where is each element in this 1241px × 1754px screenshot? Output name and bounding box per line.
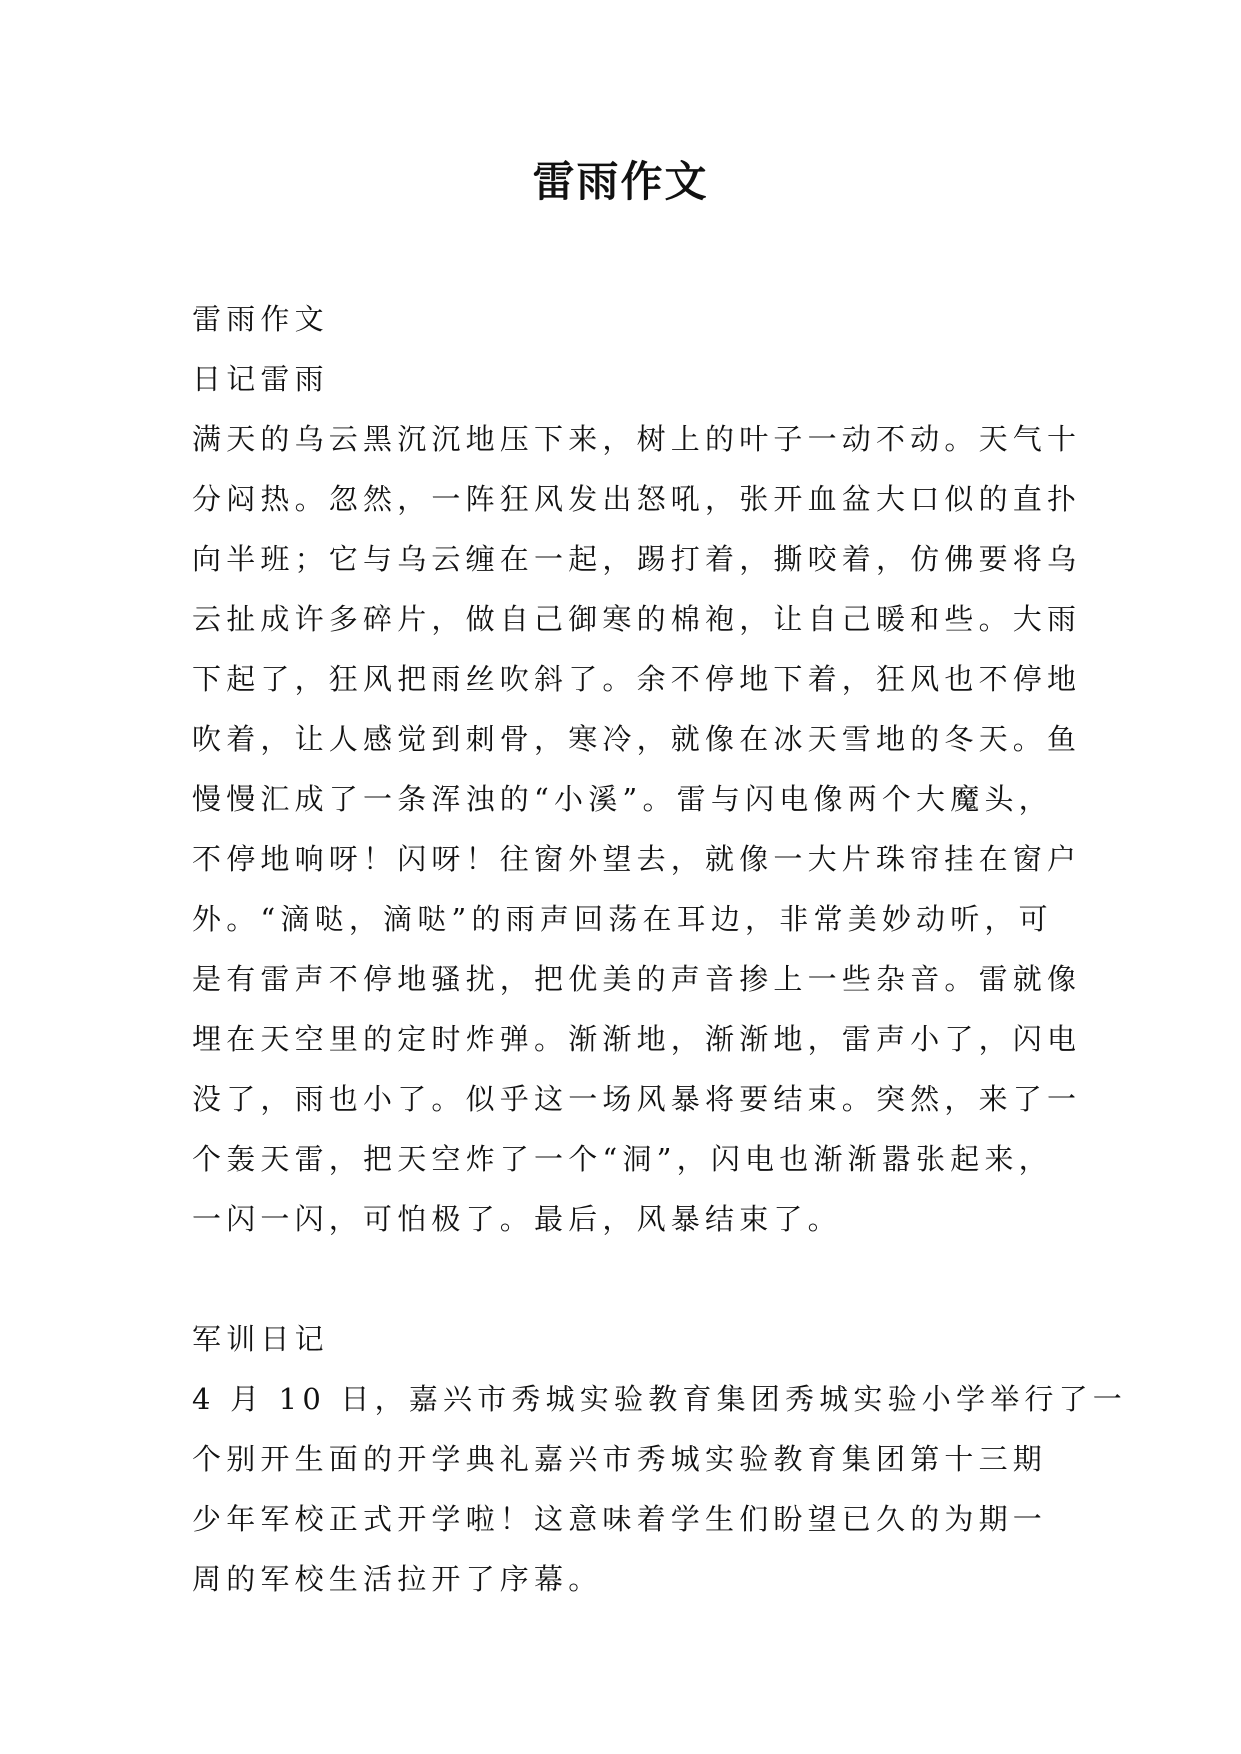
paragraph-line: 埋在天空里的定时炸弹。渐渐地，渐渐地，雷声小了，闪电: [192, 1022, 1082, 1056]
document-body: [192, 289, 1128, 1609]
paragraph-line: 向半班；它与乌云缠在一起，踢打着，撕咬着，仿佛要将乌: [192, 542, 1082, 576]
paragraph-line: 4 月 10 日，嘉兴市秀城实验教育集团秀城实验小学举行了一: [192, 1382, 1128, 1416]
paragraph-line: 慢慢汇成了一条浑浊的“小溪”。雷与闪电像两个大魔头，: [192, 782, 1053, 816]
paragraph-line: 云扯成许多碎片，做自己御寒的棉袍，让自己暖和些。大雨: [192, 602, 1082, 636]
section-heading-diary-thunderstorm: 日记雷雨: [192, 362, 329, 396]
subtitle: 雷雨作文: [192, 302, 329, 336]
paragraph-line: 分闷热。忽然，一阵狂风发出怒吼，张开血盆大口似的直扑: [192, 482, 1082, 516]
paragraph-line: 不停地响呀！闪呀！往窗外望去，就像一大片珠帘挂在窗户: [192, 842, 1082, 876]
paragraph-line: 吹着，让人感觉到刺骨，寒冷，就像在冰天雪地的冬天。鱼: [192, 722, 1082, 756]
paragraph-line: 周的军校生活拉开了序幕。: [192, 1562, 603, 1596]
paragraph-line: 个轰天雷，把天空炸了一个“洞”，闪电也渐渐嚣张起来，: [192, 1142, 1053, 1176]
paragraph-line: 外。“滴哒，滴哒”的雨声回荡在耳边，非常美妙动听，可: [192, 902, 1053, 936]
paragraph-line: 是有雷声不停地骚扰，把优美的声音掺上一些杂音。雷就像: [192, 962, 1082, 996]
paragraph-line: 少年军校正式开学啦！这意味着学生们盼望已久的为期一: [192, 1502, 1048, 1536]
document-title: 雷雨作文: [532, 157, 709, 206]
paragraph-line: 满天的乌云黑沉沉地压下来，树上的叶子一动不动。天气十: [192, 422, 1082, 456]
paragraph-line: 一闪一闪，可怕极了。最后，风暴结束了。: [192, 1202, 842, 1236]
paragraph-line: 没了，雨也小了。似乎这一场风暴将要结束。突然，来了一: [192, 1082, 1082, 1116]
paragraph-line: 个别开生面的开学典礼嘉兴市秀城实验教育集团第十三期: [192, 1442, 1048, 1476]
section-heading-military-training-diary: 军训日记: [192, 1322, 329, 1356]
paragraph-line: 下起了，狂风把雨丝吹斜了。余不停地下着，狂风也不停地: [192, 662, 1082, 696]
paragraph-thunderstorm: [192, 409, 1082, 1249]
paragraph-military-training: [192, 1369, 1128, 1609]
paragraph-spacer: [192, 1249, 1058, 1309]
